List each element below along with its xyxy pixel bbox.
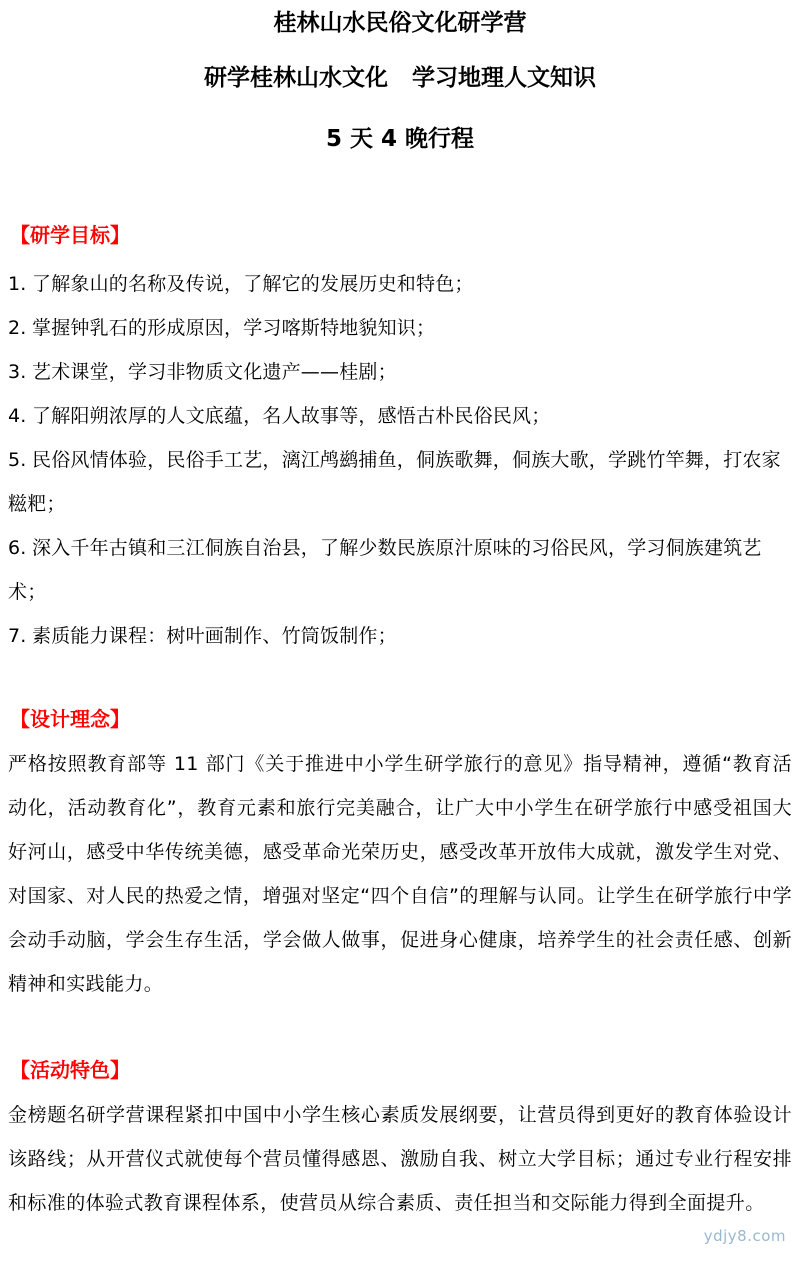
- section-heading-goals: 【研学目标】: [10, 223, 130, 247]
- item-text: 素质能力课程：树叶画制作、竹筒饭制作；: [32, 625, 397, 647]
- item-text: 了解象山的名称及传说，了解它的发展历史和特色；: [32, 273, 474, 295]
- subtitle-part-1: 研学桂林山水文化: [204, 65, 388, 91]
- item-number: 7.: [8, 625, 27, 647]
- item-number: 4.: [8, 405, 27, 427]
- goals-list: [8, 262, 792, 658]
- design-paragraph: 严格按照教育部等 11 部门《关于推进中小学生研学旅行的意见》指导精神，遵循“教育活动化，活动教育化”，教育元素和旅行完美融合，让广大中小学生在研学旅行中感受祖国大好河山，感受中华传统美德，感受革命光荣历史，感受改革开放伟大成就，激发学生对党、对国家、对人民的热爱之情，增强对坚定“四个自信”的理解与认同。让学生在研学旅行中学会动手动脑，学会生存生活，学会做人做事，促进身心健康，培养学生的社会责任感、创新精神和实践能力。: [8, 753, 792, 995]
- list-item: [8, 350, 792, 394]
- subtitle-part-2: 学习地理人文知识: [412, 65, 596, 91]
- list-item: [8, 394, 792, 438]
- main-title: 桂林山水民俗文化研学营: [273, 10, 527, 36]
- subtitle: [0, 63, 800, 93]
- item-text: 了解阳朔浓厚的人文底蕴，名人故事等，感悟古朴民俗民风；: [32, 405, 551, 427]
- item-text: 艺术课堂，学习非物质文化遗产——桂剧；: [32, 361, 397, 383]
- watermark: ydjy8.com: [703, 1227, 786, 1245]
- itinerary-duration: 5 天 4 晚行程: [325, 126, 475, 152]
- item-number: 2.: [8, 317, 27, 339]
- feature-paragraph: 金榜题名研学营课程紧扣中国中小学生核心素质发展纲要，让营员得到更好的教育体验设计该路线；从开营仪式就使每个营员懂得感恩、激励自我、树立大学目标；通过专业行程安排和标准的体验式教育课程体系，使营员从综合素质、责任担当和交际能力得到全面提升。: [8, 1104, 792, 1214]
- item-text: 深入千年古镇和三江侗族自治县，了解少数民族原汁原味的习俗民风，学习侗族建筑艺术；: [8, 537, 762, 603]
- item-text: 掌握钟乳石的形成原因，学习喀斯特地貌知识；: [32, 317, 436, 339]
- item-number: 3.: [8, 361, 27, 383]
- list-item: [8, 438, 792, 526]
- list-item: [8, 614, 792, 658]
- list-item: [8, 526, 792, 614]
- section-heading-design: 【设计理念】: [10, 707, 130, 731]
- item-text: 民俗风情体验，民俗手工艺，漓江鸬鹚捕鱼，侗族歌舞，侗族大歌，学跳竹竿舞，打农家糍粑；: [8, 449, 781, 515]
- list-item: [8, 262, 792, 306]
- item-number: 1.: [8, 273, 27, 295]
- list-item: [8, 306, 792, 350]
- section-heading-feature: 【活动特色】: [10, 1058, 130, 1082]
- item-number: 5.: [8, 449, 27, 471]
- item-number: 6.: [8, 537, 27, 559]
